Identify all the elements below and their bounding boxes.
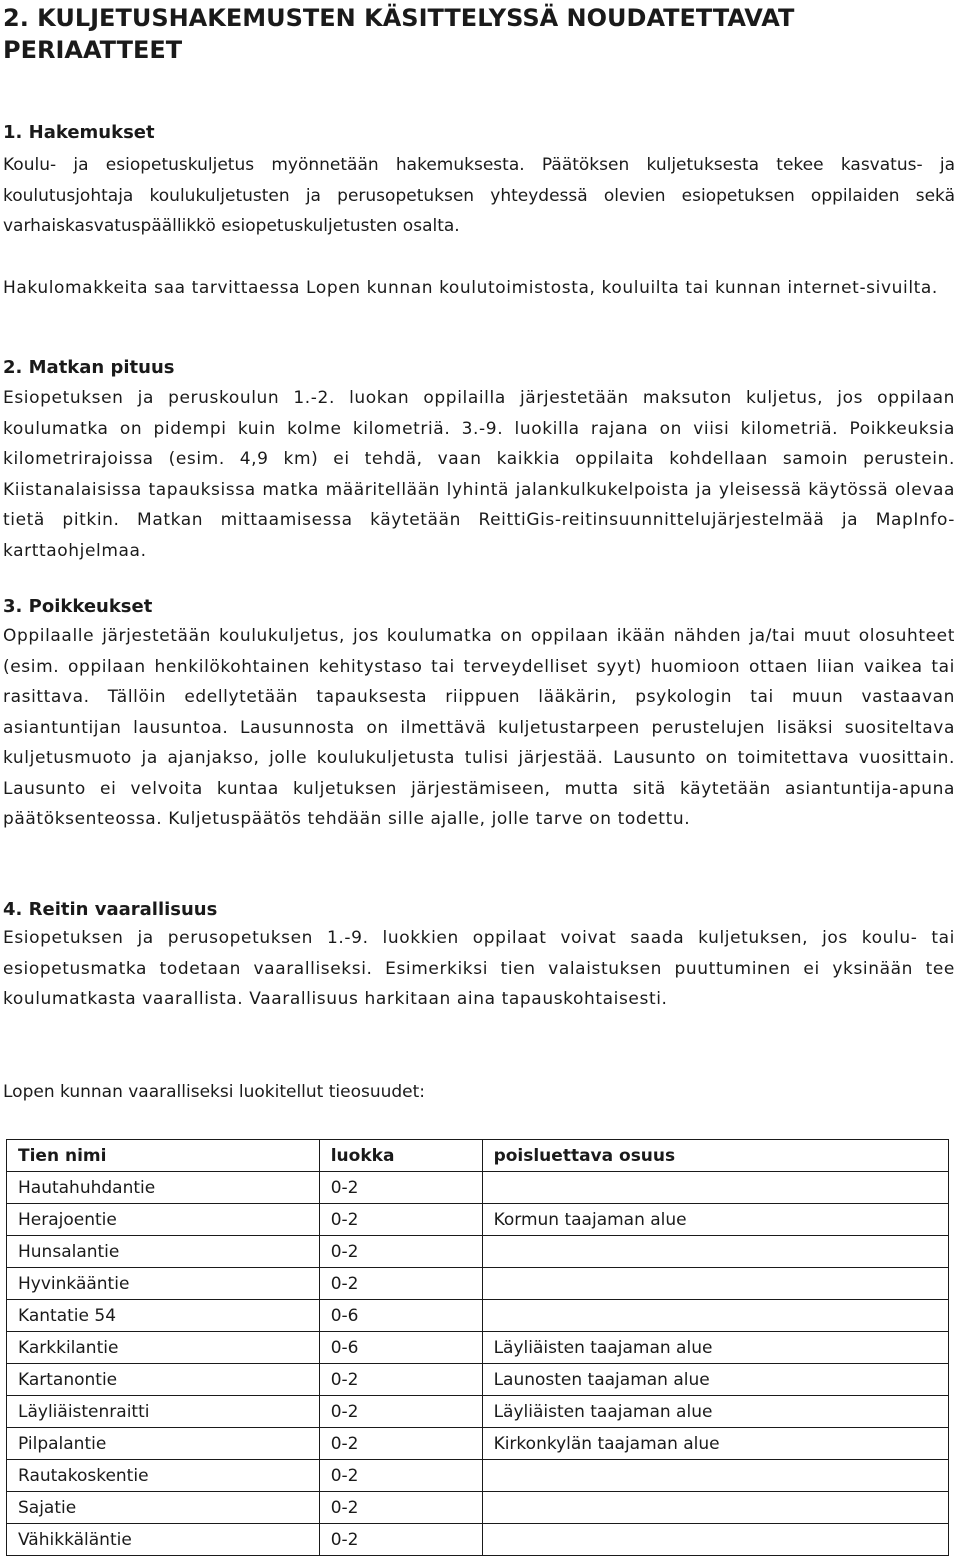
page-title: 2. KULJETUSHAKEMUSTEN KÄSITTELYSSÄ NOUDATETTAVAT PERIAATTEET [3, 4, 795, 64]
paragraph-reitin-vaarallisuus: Esiopetuksen ja perusopetuksen 1.-9. luokkien oppilaat voivat saada kuljetuksen, jos koulu- tai esiopetusmatka todetaan vaaralliseksi. Esimerkiksi tien valaistuksen puuttuminen ei yksinään tee koulumatkasta vaarallista. Vaarallisuus harkitaan aina tapauskohtaisesti. [3, 928, 955, 1009]
section-heading-reitin-vaarallisuus: 4. Reitin vaarallisuus [3, 899, 218, 920]
cell-class: 0-2 [319, 1460, 482, 1492]
cell-excluded-section [482, 1172, 948, 1204]
table-row [7, 1492, 949, 1524]
table-row [7, 1172, 949, 1204]
table-caption: Lopen kunnan vaaralliseksi luokitellut tieosuudet: [3, 1082, 426, 1102]
paragraph-poikkeukset: Oppilaalle järjestetään koulukuljetus, jos koulumatka on oppilaan ikään nähden ja/tai muut olosuhteet (esim. oppilaan henkilökohtainen kehitystaso tai terveydelliset syyt) huomioon ottaen liian vaikea tai rasittava. Tällöin edellytetään tapauksesta riippuen lääkärin, psykologin tai muun vastaavan asiantuntijan lausuntoa. Lausunnosta on ilmettävä kuljetustarpeen perustelujen lisäksi suositeltava kuljetusmuoto ja ajanjakso, jolle koulukuljetusta tulisi järjestää. Lausunto on toimitettava vuosittain. Lausunto ei velvoita kuntaa kuljetuksen järjestämiseen, mutta sitä käytetään asiantuntija-apuna päätöksenteossa. Kuljetuspäätös tehdään sille ajalle, jolle tarve on todettu. [3, 626, 955, 829]
cell-excluded-section [482, 1524, 948, 1556]
table-row [7, 1204, 949, 1236]
cell-road-name: Pilpalantie [7, 1428, 320, 1460]
table-row [7, 1268, 949, 1300]
table-row [7, 1524, 949, 1556]
paragraph-hakemukset-2: Hakulomakkeita saa tarvittaessa Lopen kunnan koulutoimistosta, kouluilta tai kunnan internet-sivuilta. [3, 278, 938, 298]
dangerous-roads-table [6, 1139, 949, 1556]
cell-excluded-section: Läyliäisten taajaman alue [482, 1332, 948, 1364]
paragraph-hakemukset-1: Koulu- ja esiopetuskuljetus myönnetään hakemuksesta. Päätöksen kuljetuksesta tekee kasvatus- ja koulutusjohtaja koulukuljetusten ja perusopetuksen yhteydessä olevien esiopetuksen oppilaiden sekä varhaiskasvatuspäällikkö esiopetuskuljetusten osalta. [3, 155, 955, 236]
cell-class: 0-2 [319, 1524, 482, 1556]
table-header-row [7, 1140, 949, 1172]
cell-excluded-section [482, 1300, 948, 1332]
cell-road-name: Kantatie 54 [7, 1300, 320, 1332]
cell-road-name: Karkkilantie [7, 1332, 320, 1364]
section-heading-matkan-pituus: 2. Matkan pituus [3, 357, 175, 378]
cell-road-name: Läyliäistenraitti [7, 1396, 320, 1428]
table-row [7, 1236, 949, 1268]
cell-class: 0-2 [319, 1172, 482, 1204]
cell-class: 0-2 [319, 1268, 482, 1300]
cell-excluded-section [482, 1236, 948, 1268]
cell-class: 0-2 [319, 1204, 482, 1236]
cell-excluded-section: Kormun taajaman alue [482, 1204, 948, 1236]
table-row [7, 1364, 949, 1396]
table-row [7, 1460, 949, 1492]
cell-excluded-section [482, 1268, 948, 1300]
paragraph-matkan-pituus: Esiopetuksen ja peruskoulun 1.-2. luokan oppilailla järjestetään maksuton kuljetus, jos oppilaan koulumatka on pidempi kuin kolme kilometriä. 3.-9. luokilla rajana on viisi kilometriä. Poikkeuksia kilometrirajoissa (esim. 4,9 km) ei tehdä, vaan kaikkia oppilaita kohdellaan samoin perustein. Kiistanalaisissa tapauksissa matka määritellään lyhintä jalankulkukelpoista ja yleisessä käytössä olevaa tietä pitkin. Matkan mittaamisessa käytetään ReittiGis-reitinsuunnittelujärjestelmää ja MapInfo-karttaohjelmaa. [3, 388, 955, 561]
table-row [7, 1428, 949, 1460]
section-heading-hakemukset: 1. Hakemukset [3, 122, 155, 143]
cell-excluded-section: Launosten taajaman alue [482, 1364, 948, 1396]
cell-road-name: Hautahuhdantie [7, 1172, 320, 1204]
table-row [7, 1396, 949, 1428]
cell-excluded-section: Kirkonkylän taajaman alue [482, 1428, 948, 1460]
cell-class: 0-6 [319, 1332, 482, 1364]
cell-class: 0-2 [319, 1236, 482, 1268]
cell-excluded-section [482, 1492, 948, 1524]
cell-road-name: Sajatie [7, 1492, 320, 1524]
cell-class: 0-2 [319, 1492, 482, 1524]
cell-road-name: Vähikkäläntie [7, 1524, 320, 1556]
cell-road-name: Hunsalantie [7, 1236, 320, 1268]
section-heading-poikkeukset: 3. Poikkeukset [3, 596, 153, 617]
cell-excluded-section [482, 1460, 948, 1492]
cell-road-name: Herajoentie [7, 1204, 320, 1236]
column-header-road-name: Tien nimi [7, 1140, 320, 1172]
cell-class: 0-2 [319, 1428, 482, 1460]
table-row [7, 1332, 949, 1364]
table-row [7, 1300, 949, 1332]
cell-road-name: Rautakoskentie [7, 1460, 320, 1492]
cell-road-name: Hyvinkääntie [7, 1268, 320, 1300]
cell-class: 0-6 [319, 1300, 482, 1332]
cell-class: 0-2 [319, 1396, 482, 1428]
cell-road-name: Kartanontie [7, 1364, 320, 1396]
column-header-excluded-section: poisluettava osuus [482, 1140, 948, 1172]
cell-class: 0-2 [319, 1364, 482, 1396]
cell-excluded-section: Läyliäisten taajaman alue [482, 1396, 948, 1428]
column-header-class: luokka [319, 1140, 482, 1172]
